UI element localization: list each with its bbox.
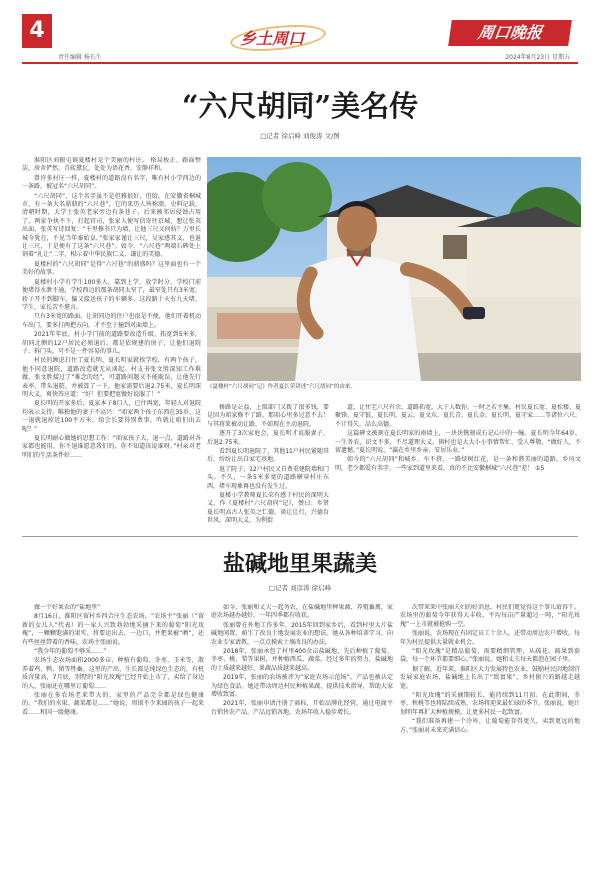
- paragraph: 张丽曾在外地工作多年，2015年回到家乡后，看到村里大片盐碱地闲置，萌生了改良土地发展农业的想法。她从各种培训学习，向农业专家请教，一点点摸索土壤改良的办法。: [211, 621, 393, 646]
- paragraph: 2021年年底，村小学门前的道路要改造升级，拓宽到5米多，胡同北侧的12户居民必须退后。都是依规建的房子，让他们退院子、拆门头，可不是一件容易的事儿。: [22, 331, 201, 355]
- paragraph: “六尺胡同”，这个名字虽不是但雅很好，但给，在安徽省桐城市，有一条大名鼎鼎的“六尺巷”，它的来历人皆称颂，史料记载，清朝时期，大学士张英老家旁边有条巷子，后来被邻居侵蚀占用了，两家争执不下，打起官司，张家人便写信寄往京城，想让张英出面，张英写诗回复：“千里修书只为墙，让他三尺又何妨？万里长城今犹在，不见当年秦始皇。”张家家谨让三尺，吴家感其义，也退让三尺，于是便有了这条“六尺巷”。如今，“六尺巷”两端石碑处上刻着“礼让”二字，相示着中华民族仁义、谦让的美德。: [22, 192, 201, 259]
- paragraph: 农场生态农场面积2000多亩，种植有葡萄、冬枣、玉米等，散养着鸡、鸭、猪等牲畜。这里的产出，生长都是纯绿色生态的，有机质含量高，7月底，别墅的“阳光玫瑰”已经开始上市了，卖给了身边的人，张丽还在哪里订葡萄……: [22, 657, 204, 690]
- article1-column-3: [335, 404, 581, 531]
- article2-column-2: [211, 604, 393, 884]
- article2-byline: □记者 刘彦涛 徐启峰: [268, 584, 332, 592]
- article2-title: 盐碱地里果蔬美: [222, 551, 377, 577]
- paragraph: 道，让住宅六尺有余，道路拓宽，大于人数你。一时之若主集，村民夏长宽、夏松楼、夏聚锋、夏守银、夏长明、夏云、夏文东、夏长青、夏长金、夏长明、夏守家……等诸位六尺，不计得失，品么高德。: [335, 404, 581, 428]
- paragraph: “我今年的葡萄不够采……”: [34, 648, 107, 656]
- paragraph: 8月16日，淮阳区留村乡四合庄生态农场，“农场主”张丽（“留新的女儿人”代表）的一家人兴致勃勃地采摘下来的葡萄“阳光玫瑰”，一颗颗饱满的果实，将要运出去，一边口，并把果被“晒”，还有些丝丝带着的香味，农场主张丽说。: [22, 613, 204, 646]
- paragraph: 如今的“六尺胡同”和城乡、车不挤、一路绿树红花，是一条和谐美丽的道路，乡风文明，老少都爱有名字，一些家到道里来看，真的不比安徽桐城“六尺巷”差！ ①5: [335, 456, 581, 472]
- paragraph: 夏长明耐心做她的思想工作：“咱家孩子大，退一点，道路对各家都也能用。你不退谁愿意我们的，你不知道该说谁呀。”村亲对老明们的生活条件好……: [22, 435, 201, 459]
- paragraph: 退了院子，12户村民又自费重建院墙和门头。不久，一条5米多宽的道路横穿村庄东西，堵车现象再也没有发生过。: [207, 465, 329, 490]
- article1-title: “六尺胡同”美名传: [181, 89, 419, 123]
- article1-column-1: [22, 157, 201, 531]
- paragraph: 张丽说，农场现在有固定员工十余人，还带动周边农户增收，每年为村民提供大量就业机会。: [400, 630, 580, 646]
- paragraph: 只有3米宽的路面，让胡同边的住户也很是不便，他们开着机动车出门，要多打两把方向，才不至于撞到对面墙上。: [22, 313, 201, 329]
- paragraph: 看到夏长明退院了，其他11户村民紧随其后，纷纷让出自家宅基地。: [207, 448, 329, 464]
- article2-column-3: [400, 604, 580, 884]
- paragraph: 夏楼村的“六尺胡同”是得“六尺巷”的鼎盛吗？这里面也有一个美好的故事。: [22, 260, 201, 277]
- paragraph: 2018年，张丽承包了村里400余亩盐碱地，先后种植了葡萄、冬枣、桃、梨等果树，并种植西瓜、蔬菜。经过多年的努力，盐碱地的土质越来越好，果蔬品质越来越高。: [211, 648, 393, 672]
- newspaper-masthead: 周口晚报: [448, 20, 572, 46]
- header-rule: [22, 62, 578, 64]
- article1-photo: [207, 157, 581, 381]
- page-header: [0, 0, 600, 60]
- paragraph: 如今，张丽和丈夫一起务农，在盐碱地里种果蔬、养殖畜禽，家庭农场越办越好，一年四季都有收获。: [211, 604, 393, 620]
- paragraph: 2021年，张丽申请注册了商标，开始品牌化经营，通过电商平台销售农产品，产品远销各地，农场年收入稳步增长。: [211, 700, 393, 716]
- column-logo: [214, 22, 334, 48]
- paragraph: 据了解，近年来，淮阳区大力发展特色农业，鼓励村民因地制宜发展家庭农场，盐碱地上长出了“致富果”，乡村振兴的路越走越宽。: [400, 665, 580, 690]
- paragraph: “阳光玫瑰”是精品葡萄，需要精细管理，从疏花、疏果到套袋，每一个环节都要细心。”张丽说，她和丈夫每天都泡在园子里。: [400, 648, 580, 664]
- photo-illustration: [207, 157, 581, 381]
- article2-column-1: [22, 604, 204, 884]
- paragraph: 曾许多村庄一样，夏楼村的道路没有名字，唯有村小学西边的一条路，被冠名“六尺胡同”。: [22, 174, 201, 191]
- photo-caption: 《夏楼村“六尺胡同”记》作者夏长荣讲述“六尺胡同”的由来。: [207, 384, 356, 390]
- paragraph: 做一个好果农的“盐地里”: [34, 604, 101, 611]
- paragraph: 修路是公益，上级部门又拨了很多钱，要是因为咱家修不了路，那咱心里多过意不去！与其将来被动让路，不如现在主动退院。: [207, 404, 329, 428]
- paragraph: 淮阳区刘振屯镇夏楼村是个美丽的村庄。 格局板正、路面整洁，房舍俨然，青砖黛瓦，处处为语花香，安静祥和。: [22, 157, 201, 173]
- article-divider: [22, 536, 578, 537]
- paragraph: 夏楼村小学有学生100多人，靠到上学、放学时分，学校门前便堵得水泄不通，学校西边的那条胡同太窄了，最窄处只有3米宽，轿子开不到脚车，偏又接送孩子的车辆多，这段路十天有九天堵，学生、家长苦不堪言。: [22, 278, 201, 311]
- paragraph: 2019年，张丽的农场被评为“家庭农场示范场”，产品也被认定为绿色食品。她还带动周边村民种植果蔬，提供技术指导，帮助大家增收致富。: [211, 674, 393, 699]
- paragraph: 逐开了3次家庭会，夏长明才说服妻子，后退2.75米。: [207, 430, 329, 446]
- editor-line: 责任编辑 杨长生: [58, 54, 102, 61]
- column-name: 乡土周口: [240, 29, 305, 48]
- paragraph: “阳光玫瑰”的采摘期较长，能持续到11月初。在此期间，冬枣、秋桃等也将陆续成熟，农场将迎来最忙碌的季节。张丽说，她计划明年再扩大种植规模，让更多村民一起致富。: [400, 692, 580, 716]
- date-line: 2024年8月23日 星期五: [505, 54, 570, 61]
- paragraph: 次带来来中张丽夫妇的好消息，村民们更觉得这个事儿值得干。农场里的葡萄今年获得大丰收，平均每亩产量超过一吨，“阳光玫瑰”一上市就被抢购一空。: [400, 604, 580, 628]
- article1-byline: □记者 徐启峰 刘俊涛 文/图: [260, 132, 340, 140]
- paragraph: “我们准备再建一个冷库，让葡萄能存得更久，卖到更远的地方。”张丽对未来充满信心。: [400, 718, 580, 734]
- paragraph: 夏长明的开家多后，夏家本子8口人，已住再宽，年轻人对退院均表示支持。唯独他的妻子不高兴：“咱家两个孩子东西在35岁，这一退就退掉近100平方米，给会长要得别费事，咋就让咱们出去呢？”: [22, 400, 201, 433]
- paragraph: 夏楼小学教师夏长荣有感于村民的深明大义，作《夏楼村“六尺胡同”记》，赞曰：乡贤夏长明高古人张英之仁德，谈让让行，兴德育世风。深明大义，为利街: [207, 492, 329, 525]
- paragraph: 村民的顾虑打住了夏长明，夏长明家就挨学校，有两个孩子，他不同意退院，道路改造就无从谈起。村支书张文胜深知工作难做，张文胜接过了“难念的经”，可道路问题又不能耽误，让他先行表率，带头退院，并被算了一下，他家需要后退2.75米，夏长明深明大义，爽快答应道：“好！但要把宽做好说服了！”: [22, 357, 201, 398]
- article1-column-2: [207, 404, 329, 531]
- paragraph: 这篇碑文被刻在夏长明家的南墙上，一块块镌刻成石记心中的一幢。夏长明今年64岁，一生务农，识文不多，不尽道理大义。镇村也是大大小小事情帮忙，受人尊敬。“做好人，不留遗憾。”夏长明说，“赢在乡里乡亲，安居乐业。”: [335, 430, 581, 455]
- page-number: 4: [22, 14, 52, 48]
- paragraph: 张丽在多农场老来带大的，家里的产品完全都是绿色健康的。“我们的水果、蔬菜都是……”她说，周围不少来园的孩子一起来看……和国一级健康。: [22, 692, 204, 716]
